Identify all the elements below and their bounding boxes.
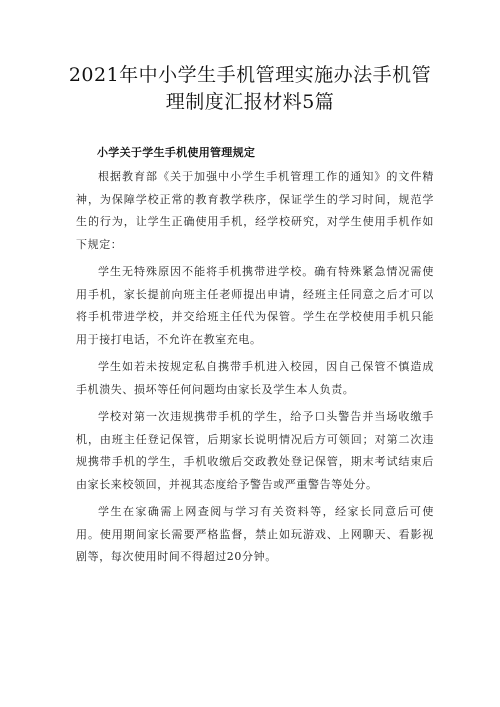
- paragraph-1: 根据教育部《关于加强中小学生手机管理工作的通知》的文件精神，为保障学校正常的教育教学秩序，保证学生的学习时间，规范学生的行为，让学生正确使用手机，经学校研究，对学生使用手机作如下规定：: [76, 170, 434, 251]
- paragraph-2: 学生无特殊原因不能将手机携带进学校。确有特殊紧急情况需使用手机，家长提前向班主任老师提出申请，经班主任同意之后才可以将手机带进学校，并交给班主任代为保管。学生在学校使用手机只能用于接打电话，不允许在教室充电。: [76, 265, 434, 346]
- document-body: [76, 166, 434, 574]
- paragraph-3: 学生如若未按规定私自携带手机进入校园，因自己保管不慎造成手机溃失、损坏等任何问题均由家长及学生本人负责。: [76, 360, 434, 396]
- document-title: 2021年中小学生手机管理实施办法手机管理制度汇报材料5篇: [68, 64, 432, 113]
- paragraph-4: 学校对第一次违规携带手机的学生，给予口头警告并当场收缴手机，由班主任登记保管，后期家长说明情况后方可领回；对第二次违规携带手机的学生，手机收缴后交政教处登记保管，期末考试结束后由家长来校领回，并视其态度给予警告或严重警告等处分。: [76, 410, 434, 491]
- section-heading: 小学关于学生手机使用管理规定: [97, 146, 256, 159]
- paragraph-5: 学生在家确需上网查阅与学习有关资料等，经家长同意后可使用。使用期间家长需要严格监督，禁止如玩游戏、上网聊天、看影视剧等，每次使用时间不得超过20分钟。: [76, 505, 434, 563]
